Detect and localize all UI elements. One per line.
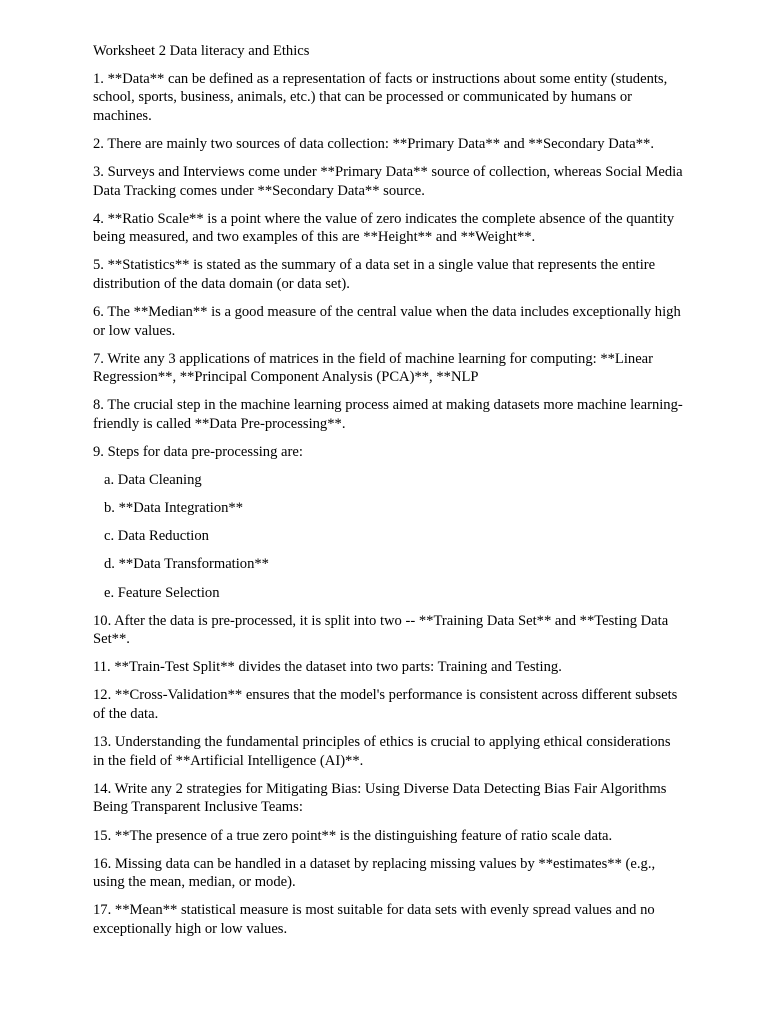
question-14: 14. Write any 2 strategies for Mitigating Bias: Using Diverse Data Detecting Bias Fair Algorithms Being Transparent Inclusive Teams: [93, 780, 667, 816]
step-data-reduction: c. Data Reduction [104, 528, 209, 545]
step-feature-selection: e. Feature Selection [104, 584, 220, 601]
step-data-transformation: d. **Data Transformation** [104, 556, 269, 573]
question-4: 4. **Ratio Scale** is a point where the value of zero indicates the complete absence of the quantity being measured, and two examples of this are **Height** and **Weight**. [93, 210, 675, 246]
question-13: 13. Understanding the fundamental principles of ethics is crucial to applying ethical considerations in the field of **Artificial Intelligence (AI)**. [93, 734, 671, 769]
question-5: 5. **Statistics** is stated as the summary of a data set in a single value that represents the entire distribution of the data domain (or data set). [93, 257, 656, 292]
question-7: 7. Write any 3 applications of matrices in the field of machine learning for computing: **Linear Regression**, **Principal Component Analysis (PCA)**, **NLP [93, 350, 654, 386]
question-12: 12. **Cross-Validation** ensures that the model's performance is consistent across different subsets of the data. [93, 687, 678, 723]
question-15: 15. **The presence of a true zero point** is the distinguishing feature of ratio scale data. [93, 827, 613, 844]
question-16: 16. Missing data can be handled in a dataset by replacing missing values by **estimates** (e.g., using the mean, median, or mode). [93, 855, 656, 891]
question-6: 6. The **Median** is a good measure of the central value when the data includes exceptionally high or low values. [93, 304, 681, 339]
step-data-integration: b. **Data Integration** [104, 500, 244, 517]
question-11: 11. **Train-Test Split** divides the dataset into two parts: Training and Testing. [93, 659, 562, 676]
question-1: 1. **Data** can be defined as a representation of facts or instructions about some entity (students, school, sports, business, animals, etc.) that can be processed or communicated by humans or machines. [93, 70, 668, 124]
question-2: 2. There are mainly two sources of data collection: **Primary Data** and **Secondary Data**. [93, 135, 655, 152]
question-8: 8. The crucial step in the machine learning process aimed at making datasets more machine learning-friendly is called **Data Pre-processing**. [93, 397, 683, 432]
question-10: 10. After the data is pre-processed, it is split into two -- **Training Data Set** and **Testing Data Set**. [93, 612, 669, 648]
document-title: Worksheet 2 Data literacy and Ethics [93, 43, 310, 59]
question-3: 3. Surveys and Interviews come under **Primary Data** source of collection, whereas Social Media Data Tracking comes under **Secondary Data** source. [93, 163, 683, 199]
question-17: 17. **Mean** statistical measure is most suitable for data sets with evenly spread values and no exceptionally high or low values. [93, 902, 655, 937]
document-page [93, 42, 683, 948]
step-data-cleaning: a. Data Cleaning [104, 472, 202, 489]
question-9: 9. Steps for data pre-processing are: [93, 444, 303, 461]
